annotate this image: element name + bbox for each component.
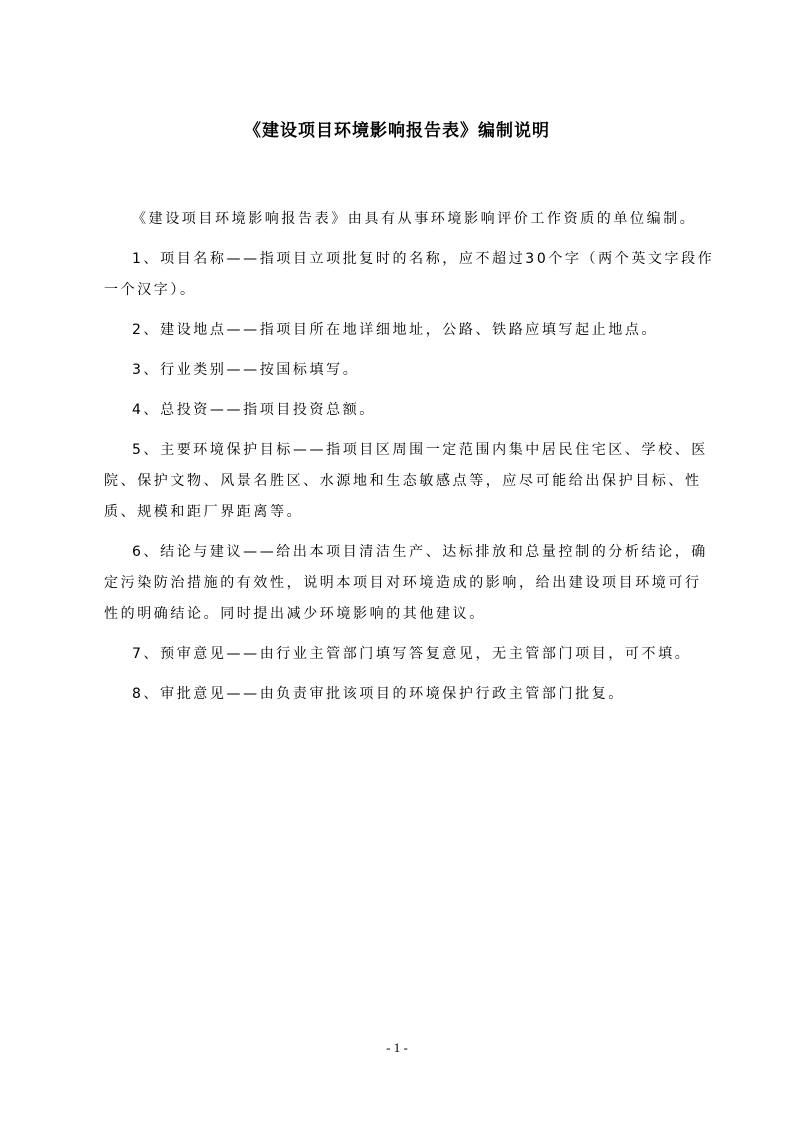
item-construction-site: 2、建设地点——指项目所在地详细地址，公路、铁路应填写起止地点。 bbox=[132, 322, 659, 338]
item-approval-opinion: 8、审批意见——由负责审批该项目的环境保护行政主管部门批复。 bbox=[132, 686, 625, 702]
document-title: 《建设项目环境影响报告表》编制说明 bbox=[244, 121, 550, 141]
document-body bbox=[104, 204, 718, 719]
item-preliminary-review: 7、预审意见——由行业主管部门填写答复意见，无主管部门项目，可不填。 bbox=[132, 646, 692, 662]
item-project-name: 1、项目名称——指项目立项批复时的名称，应不超过30个字（两个英文字段作一个汉字）。 bbox=[104, 251, 715, 298]
intro-paragraph: 《建设项目环境影响报告表》由具有从事环境影响评价工作资质的单位编制。 bbox=[132, 211, 697, 227]
item-conclusions: 6、结论与建议——给出本项目清洁生产、达标排放和总量控制的分析结论，确定污染防治措施的有效性，说明本项目对环境造成的影响，给出建设项目环境可行性的明确结论。同时提出减少环境影响的其他建议。 bbox=[104, 544, 708, 622]
item-protection-targets: 5、主要环境保护目标——指项目区周围一定范围内集中居民住宅区、学校、医院、保护文物、风景名胜区、水源地和生态敏感点等，应尽可能给出保护目标、性质、规模和距厂界距离等。 bbox=[104, 442, 708, 520]
item-industry-category: 3、行业类别——按国标填写。 bbox=[132, 362, 360, 378]
item-total-investment: 4、总投资——指项目投资总额。 bbox=[132, 402, 376, 418]
page-number: - 1 - bbox=[386, 1040, 408, 1055]
